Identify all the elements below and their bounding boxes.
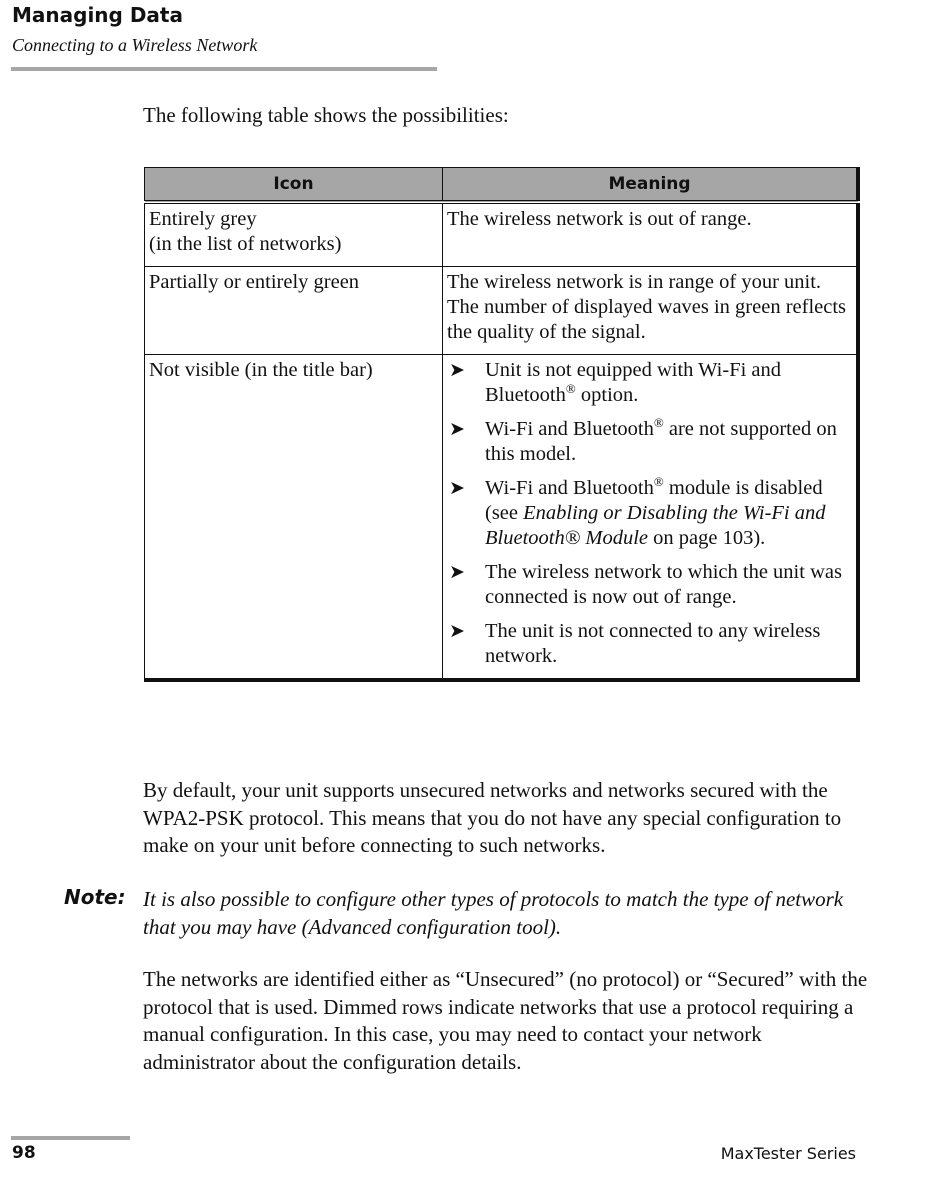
list-item	[447, 417, 852, 467]
column-header-meaning: Meaning	[443, 168, 859, 203]
icon-cell-line: Entirely grey	[149, 208, 257, 230]
icon-cell: Partially or entirely green	[145, 267, 443, 355]
list-item-text: The unit is not connected to any wireless network.	[485, 620, 821, 667]
table-row	[145, 355, 859, 681]
list-item	[447, 476, 852, 551]
list-item-text: module is disabled (see	[485, 477, 823, 524]
body-paragraph: By default, your unit supports unsecured networks and networks secured with the WPA2-PSK protocol. This means that you do not have any special configuration to make on your unit before connecting to such networks.	[143, 778, 842, 857]
section-subtitle: Connecting to a Wireless Network	[12, 35, 258, 55]
list-item	[447, 358, 852, 408]
table-header-row	[145, 168, 859, 203]
arrow-bullet-icon: ➤	[449, 359, 465, 381]
list-item-text: on page 103).	[648, 527, 766, 549]
meaning-cell: The wireless network is out of range.	[443, 202, 859, 267]
list-item-text: option.	[575, 384, 639, 406]
column-header-icon: Icon	[145, 168, 443, 203]
arrow-bullet-icon: ➤	[449, 418, 465, 440]
product-series: MaxTester Series	[720, 1144, 856, 1163]
registered-mark: ®	[565, 381, 576, 397]
meaning-cell	[443, 355, 859, 681]
arrow-bullet-icon: ➤	[449, 620, 465, 642]
arrow-bullet-icon: ➤	[449, 561, 465, 583]
table-row	[145, 267, 859, 355]
table-row	[145, 202, 859, 267]
note-label: Note:	[64, 885, 126, 909]
list-item-text: Wi-Fi and Bluetooth	[485, 418, 654, 440]
reasons-list	[447, 358, 852, 669]
icon-cell: Not visible (in the title bar)	[145, 355, 443, 681]
section-title: Managing Data	[12, 3, 183, 27]
list-item	[447, 619, 852, 669]
list-item-text: Wi-Fi and Bluetooth	[485, 477, 654, 499]
arrow-bullet-icon: ➤	[449, 477, 465, 499]
cross-reference-link[interactable]: Enabling or Disabling the Wi-Fi and Bluetooth® Module	[485, 502, 826, 549]
footer-divider	[11, 1136, 130, 1140]
header-divider	[11, 67, 437, 71]
list-item-text: Unit is not equipped with Wi-Fi and Bluetooth	[485, 359, 782, 406]
possibilities-table	[144, 167, 860, 682]
list-item	[447, 560, 852, 610]
meaning-cell: The wireless network is in range of your unit. The number of displayed waves in green reflects the quality of the signal.	[443, 267, 859, 355]
icon-cell	[145, 202, 443, 267]
body-paragraph: The networks are identified either as “Unsecured” (no protocol) or “Secured” with the protocol that is used. Dimmed rows indicate networks that use a protocol requiring a manual configuration. In this case, you may need to contact your network administrator about the configuration details.	[143, 967, 868, 1074]
note-text: It is also possible to configure other types of protocols to match the type of network that you may have (Advanced configuration tool).	[143, 887, 844, 939]
list-item-text: The wireless network to which the unit was connected is now out of range.	[485, 561, 842, 608]
icon-cell-line: (in the list of networks)	[149, 233, 342, 255]
registered-mark: ®	[653, 474, 664, 490]
intro-text: The following table shows the possibilities:	[143, 103, 509, 127]
registered-mark: ®	[653, 415, 664, 431]
list-item-text: are not supported on this model.	[485, 418, 837, 465]
page-number: 98	[12, 1143, 36, 1163]
